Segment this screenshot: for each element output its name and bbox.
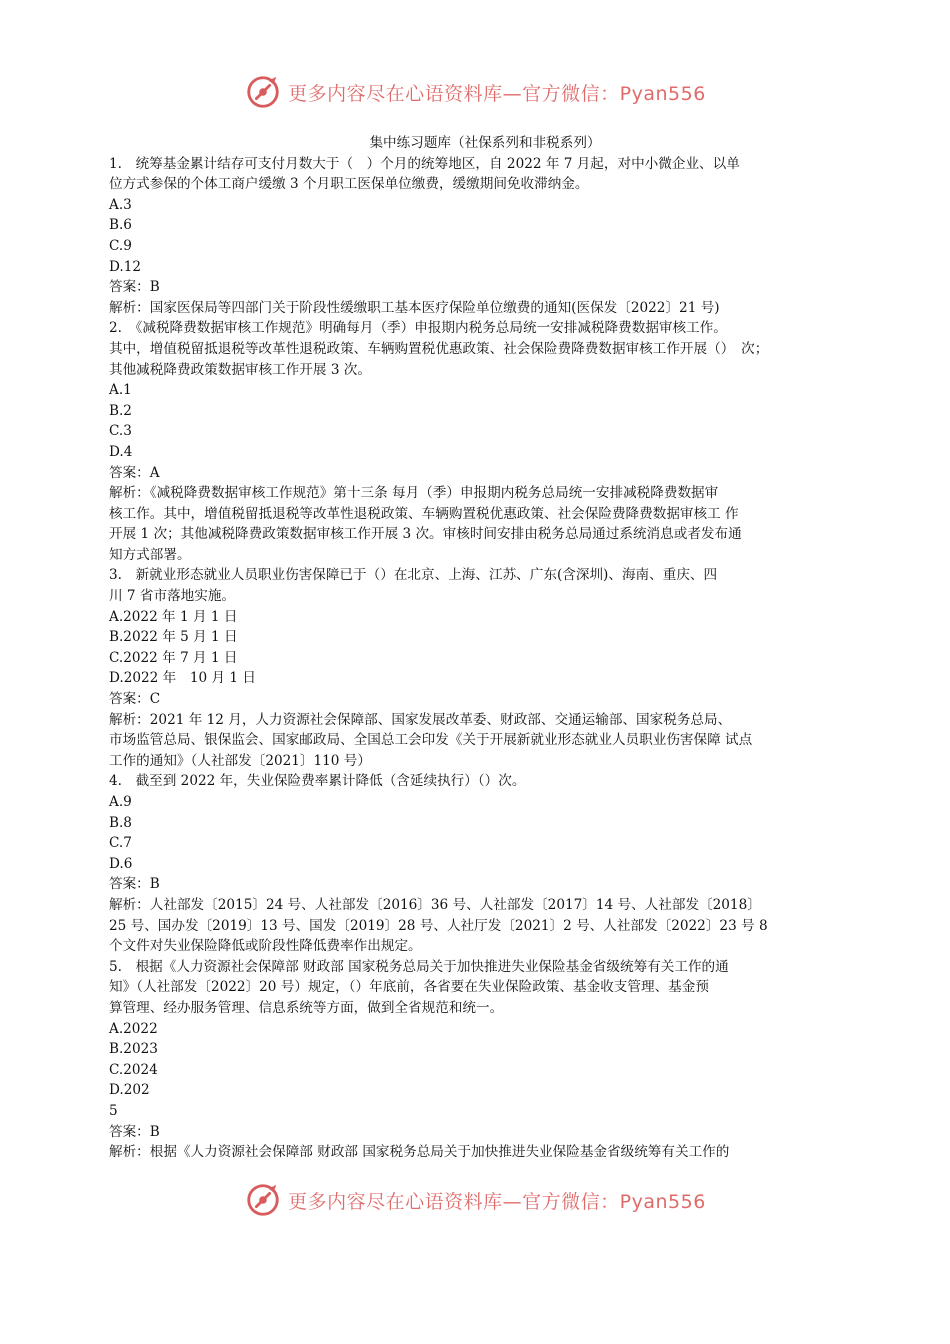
text-line: 解析：人社部发〔2015〕24 号、人社部发〔2016〕36 号、人社部发〔2017〕14 号、人社部发〔2018〕 [109,896,761,913]
text-line: 市场监管总局、银保监会、国家邮政局、全国总工会印发《关于开展新就业形态就业人员职业伤害保障 试点 [109,732,753,749]
text-line: A.1 [109,382,132,399]
text-line: 开展 1 次；其他减税降费政策数据审核工作开展 3 次。审核时间安排由税务总局通过系统消息或者发布通 [109,526,742,543]
text-line: 个文件对失业保险降低或阶段性降低费率作出规定。 [109,938,422,955]
header-watermark-banner [0,72,950,112]
text-line: 核工作。其中，增值税留抵退税等改革性退税政策、车辆购置税优惠政策、社会保险费降费数据审核工 作 [109,505,739,522]
text-line: 答案：C [109,691,161,708]
text-line: A.9 [109,794,132,810]
text-line: A.2022 [109,1020,158,1037]
text-line: 川 7 省市落地实施。 [109,588,236,605]
library-logo-icon [244,73,282,111]
text-line: B.6 [109,217,132,234]
text-line: C.2022 年 7 月 1 日 [109,649,238,666]
text-line: D.2022 年 10 月 1 日 [109,670,256,687]
text-line: C.2024 [109,1061,158,1078]
text-line: 答案：B [109,876,160,893]
text-line: 答案：B [109,279,160,296]
text-line: B.8 [109,814,132,831]
text-line: D.202 [109,1082,150,1099]
text-line: 3. 新就业形态就业人员职业伤害保障已于（）在北京、上海、江苏、广东(含深圳)、海南、重庆、四 [109,567,718,584]
text-line: C.7 [109,835,132,852]
text-line: D.4 [109,443,133,460]
text-line: 答案：B [109,1123,160,1140]
text-line: 4. 截至到 2022 年，失业保险费率累计降低（含延续执行）（）次。 [109,773,526,790]
library-logo-icon [244,1181,282,1219]
text-line: 答案：A [109,464,160,481]
text-line: 2. 《减税降费数据审核工作规范》明确每月（季）申报期内税务总局统一安排减税降费数据审核工作。 [109,320,727,337]
text-line: D.6 [109,855,133,872]
text-line: 解析：《减税降费数据审核工作规范》第十三条 每月（季）申报期内税务总局统一安排减税降费数据审 [109,485,719,502]
text-line: C.9 [109,237,132,254]
text-line: 算管理、经办服务管理、信息系统等方面，做到全省规范和统一。 [109,999,504,1016]
text-line: 1. 统筹基金累计结存可支付月数大于（ ）个月的统筹地区，自 2022 年 7 月起，对中小微企业、以单 [109,155,740,172]
text-line: B.2022 年 5 月 1 日 [109,629,238,646]
text-line: B.2 [109,402,132,419]
banner-text: 更多内容尽在心语资料库—官方微信：Pyan556 [288,82,706,105]
text-line: A.3 [109,196,132,213]
question-list [109,154,861,1163]
text-line: 工作的通知》（人社部发〔2021〕110 号） [109,752,371,769]
text-line: 知方式部署。 [109,546,191,563]
text-line: 5 [109,1102,118,1119]
text-line: 知》（人社部发〔2022〕20 号）规定，（）年底前，各省要在失业保险政策、基金收支管理、基金预 [109,979,709,996]
text-line: 5. 根据《人力资源社会保障部 财政部 国家税务总局关于加快推进失业保险基金省级统筹有关工作的通 [109,958,729,975]
text-line: C.3 [109,423,132,440]
text-line: 25 号、国办发〔2019〕13 号、国发〔2019〕28 号、人社厅发〔2021〕2 号、人社部发〔2022〕23 号 8 [109,917,768,934]
text-line: 位方式参保的个体工商户缓缴 3 个月职工医保单位缴费，缓缴期间免收滞纳金。 [109,176,589,193]
banner-text: 更多内容尽在心语资料库—官方微信：Pyan556 [288,1190,706,1213]
text-line: B.2023 [109,1041,158,1058]
text-line: D.12 [109,258,142,275]
text-line: 解析：2021 年 12 月，人力资源社会保障部、国家发展改革委、财政部、交通运输部、国家税务总局、 [109,711,732,728]
document-body [109,133,861,1163]
text-line: 解析：根据《人力资源社会保障部 财政部 国家税务总局关于加快推进失业保险基金省级统筹有关工作的 [109,1144,730,1161]
text-line: 其中，增值税留抵退税等改革性退税政策、车辆购置税优惠政策、社会保险费降费数据审核工作开展（） 次； [109,340,769,357]
text-line: 解析：国家医保局等四部门关于阶段性缓缴职工基本医疗保险单位缴费的通知(医保发〔2022〕21 号) [109,299,720,316]
document-title: 集中练习题库（社保系列和非税系列） [369,135,601,151]
text-line: A.2022 年 1 月 1 日 [109,608,238,625]
footer-watermark-banner [0,1180,950,1220]
text-line: 其他减税降费政策数据审核工作开展 3 次。 [109,361,371,378]
